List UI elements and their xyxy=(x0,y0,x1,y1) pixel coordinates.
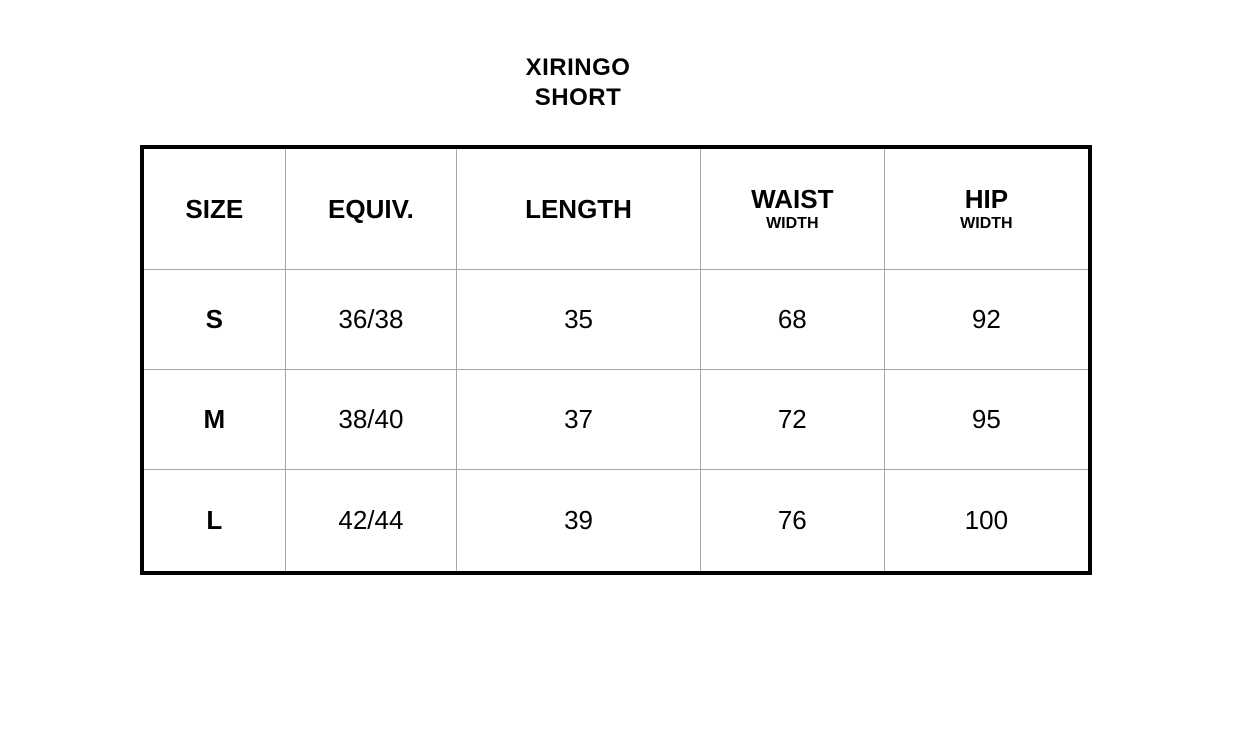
size-cell: L xyxy=(142,469,285,573)
page-title-line2: SHORT xyxy=(534,84,622,111)
column-header-sublabel: WIDTH xyxy=(766,215,819,233)
column-header-sublabel: WIDTH xyxy=(960,215,1013,233)
column-header-label: LENGTH xyxy=(525,193,632,224)
table-row-s xyxy=(142,269,1090,369)
waist-cell: 68 xyxy=(700,269,884,369)
size-cell: S xyxy=(142,269,285,369)
hip-cell: 100 xyxy=(884,469,1090,573)
waist-cell: 72 xyxy=(700,369,884,469)
equiv-cell: 36/38 xyxy=(285,269,457,369)
column-header-label: WAIST xyxy=(751,184,834,215)
page-title xyxy=(526,53,631,113)
length-cell: 35 xyxy=(457,269,701,369)
page-title-line1: XIRINGO xyxy=(525,54,631,81)
column-header-size xyxy=(142,147,285,269)
hip-cell: 92 xyxy=(884,269,1090,369)
hip-cell: 95 xyxy=(884,369,1090,469)
column-header-label: SIZE xyxy=(185,193,244,224)
size-chart-table xyxy=(140,145,1092,575)
waist-cell: 76 xyxy=(700,469,884,573)
size-cell: M xyxy=(142,369,285,469)
column-header-label: HIP xyxy=(964,184,1009,215)
column-header-equiv xyxy=(285,147,457,269)
header-row xyxy=(142,147,1090,269)
column-header-waist xyxy=(700,147,884,269)
equiv-cell: 42/44 xyxy=(285,469,457,573)
table-row-l xyxy=(142,469,1090,573)
equiv-cell: 38/40 xyxy=(285,369,457,469)
table-row-m xyxy=(142,369,1090,469)
length-cell: 39 xyxy=(457,469,701,573)
length-cell: 37 xyxy=(457,369,701,469)
column-header-hip xyxy=(884,147,1090,269)
column-header-label: EQUIV. xyxy=(328,193,414,224)
column-header-length xyxy=(457,147,701,269)
